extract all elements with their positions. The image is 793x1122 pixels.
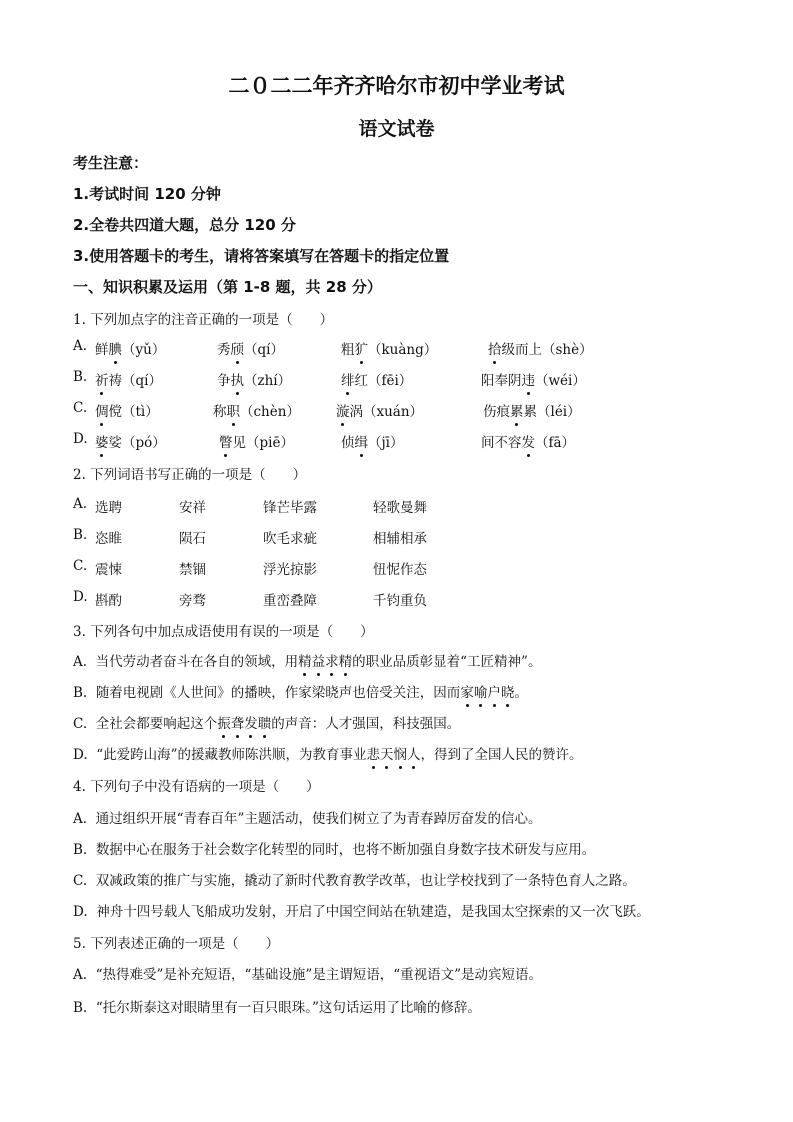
- pinyin-item: 称职（chèn）: [213, 400, 300, 420]
- pinyin-item: 祈祷（qí）: [95, 369, 162, 389]
- exam-subtitle: 语文试卷: [358, 118, 435, 140]
- word: 千钧重负: [373, 593, 427, 609]
- option-label: C.: [73, 558, 88, 574]
- pinyin-item: 间不容发（fā）: [481, 431, 575, 451]
- pinyin-item: 争执（zhí）: [217, 369, 291, 389]
- word: 禁锢: [179, 562, 206, 578]
- pinyin-item: 伤痕累累（léi）: [483, 400, 581, 420]
- q3-option: A. 当代劳动者奋斗在各自的领域，用精益求精的职业品质彰显着“工匠精神”。: [73, 650, 541, 670]
- word: 陨石: [179, 531, 206, 547]
- word: 忸怩作态: [373, 562, 427, 578]
- notice-item: 3.使用答题卡的考生，请将答案填写在答题卡的指定位置: [73, 247, 450, 265]
- question-stem: 5. 下列表述正确的一项是（ ）: [73, 936, 280, 952]
- pinyin-item: 漩涡（xuán）: [336, 400, 423, 420]
- section-heading: 一、知识积累及运用（第 1-8 题，共 28 分）: [73, 278, 382, 296]
- option-label: B.: [73, 369, 88, 385]
- q4-option: D. 神舟十四号载人飞船成功发射，开启了中国空间站在轨建造，是我国太空探索的又一次飞跃。: [73, 904, 650, 920]
- pinyin-item: 鲜腆（yǔ）: [95, 338, 165, 358]
- word: 震悚: [95, 562, 122, 578]
- word: 浮光掠影: [263, 562, 317, 578]
- word: 重峦叠障: [263, 593, 317, 609]
- pinyin-item: 阳奉阴违（wéi）: [481, 369, 586, 389]
- notice-item: 1.考试时间 120 分钟: [73, 185, 221, 203]
- q3-option: C. 全社会都要响起这个振聋发聩的声音：人才强国，科技强国。: [73, 712, 460, 732]
- word: 选聘: [95, 500, 122, 516]
- notice-item: 2.全卷共四道大题，总分 120 分: [73, 216, 296, 234]
- pinyin-item: 侦缉（jī）: [341, 431, 404, 451]
- pinyin-item: 粗犷（kuàng）: [341, 338, 437, 358]
- q4-option: C. 双减政策的推广与实施，撬动了新时代教育教学改革，也让学校找到了一条特色育人之路。: [73, 873, 636, 889]
- q5-option: A. “热得难受”是补充短语，“基础设施”是主谓短语，“重视语文”是动宾短语。: [73, 967, 543, 983]
- option-label: C.: [73, 400, 88, 416]
- q3-option: B. 随着电视剧《人世间》的播映，作家梁晓声也倍受关注，因而家喻户晓。: [73, 681, 528, 701]
- question-stem: 1. 下列加点字的注音正确的一项是（ ）: [73, 312, 334, 328]
- option-label: D.: [73, 431, 88, 447]
- word: 锋芒毕露: [263, 500, 317, 516]
- q4-option: B. 数据中心在服务于社会数字化转型的同时，也将不断加强自身数字技术研发与应用。: [73, 842, 596, 858]
- notice-heading: 考生注意：: [73, 154, 149, 172]
- pinyin-item: 秀颀（qí）: [217, 338, 284, 358]
- pinyin-item: 瞥见（piē）: [219, 431, 294, 451]
- question-stem: 2. 下列词语书写正确的一项是（ ）: [73, 467, 307, 483]
- exam-title: 二０二二年齐齐哈尔市初中学业考试: [228, 74, 565, 98]
- pinyin-item: 倜傥（tì）: [95, 400, 159, 420]
- pinyin-item: 婆娑（pó）: [95, 431, 166, 451]
- word: 轻歌曼舞: [373, 500, 427, 516]
- question-stem: 3. 下列各句中加点成语使用有误的一项是（ ）: [73, 624, 374, 640]
- pinyin-item: 拾级而上（shè）: [488, 338, 593, 358]
- word: 恣睢: [95, 531, 122, 547]
- question-stem: 4. 下列句子中没有语病的一项是（ ）: [73, 779, 320, 795]
- option-label: A.: [73, 338, 88, 354]
- q4-option: A. 通过组织开展“青春百年”主题活动，使我们树立了为青春踔厉奋发的信心。: [73, 811, 542, 827]
- option-label: B.: [73, 527, 88, 543]
- q5-option: B. “托尔斯泰这对眼睛里有一百只眼珠。”这句话运用了比喻的修辞。: [73, 1000, 481, 1016]
- option-label: A.: [73, 496, 88, 512]
- option-label: D.: [73, 589, 88, 605]
- pinyin-item: 绯红（fēi）: [341, 369, 412, 389]
- word: 斟酌: [95, 593, 122, 609]
- word: 相辅相承: [373, 531, 427, 547]
- word: 吹毛求疵: [263, 531, 317, 547]
- word: 旁骛: [179, 593, 206, 609]
- word: 安祥: [179, 500, 206, 516]
- q3-option: D. “此爱跨山海”的援藏教师陈洪顺，为教育事业悲天悯人，得到了全国人民的赞许。: [73, 743, 583, 763]
